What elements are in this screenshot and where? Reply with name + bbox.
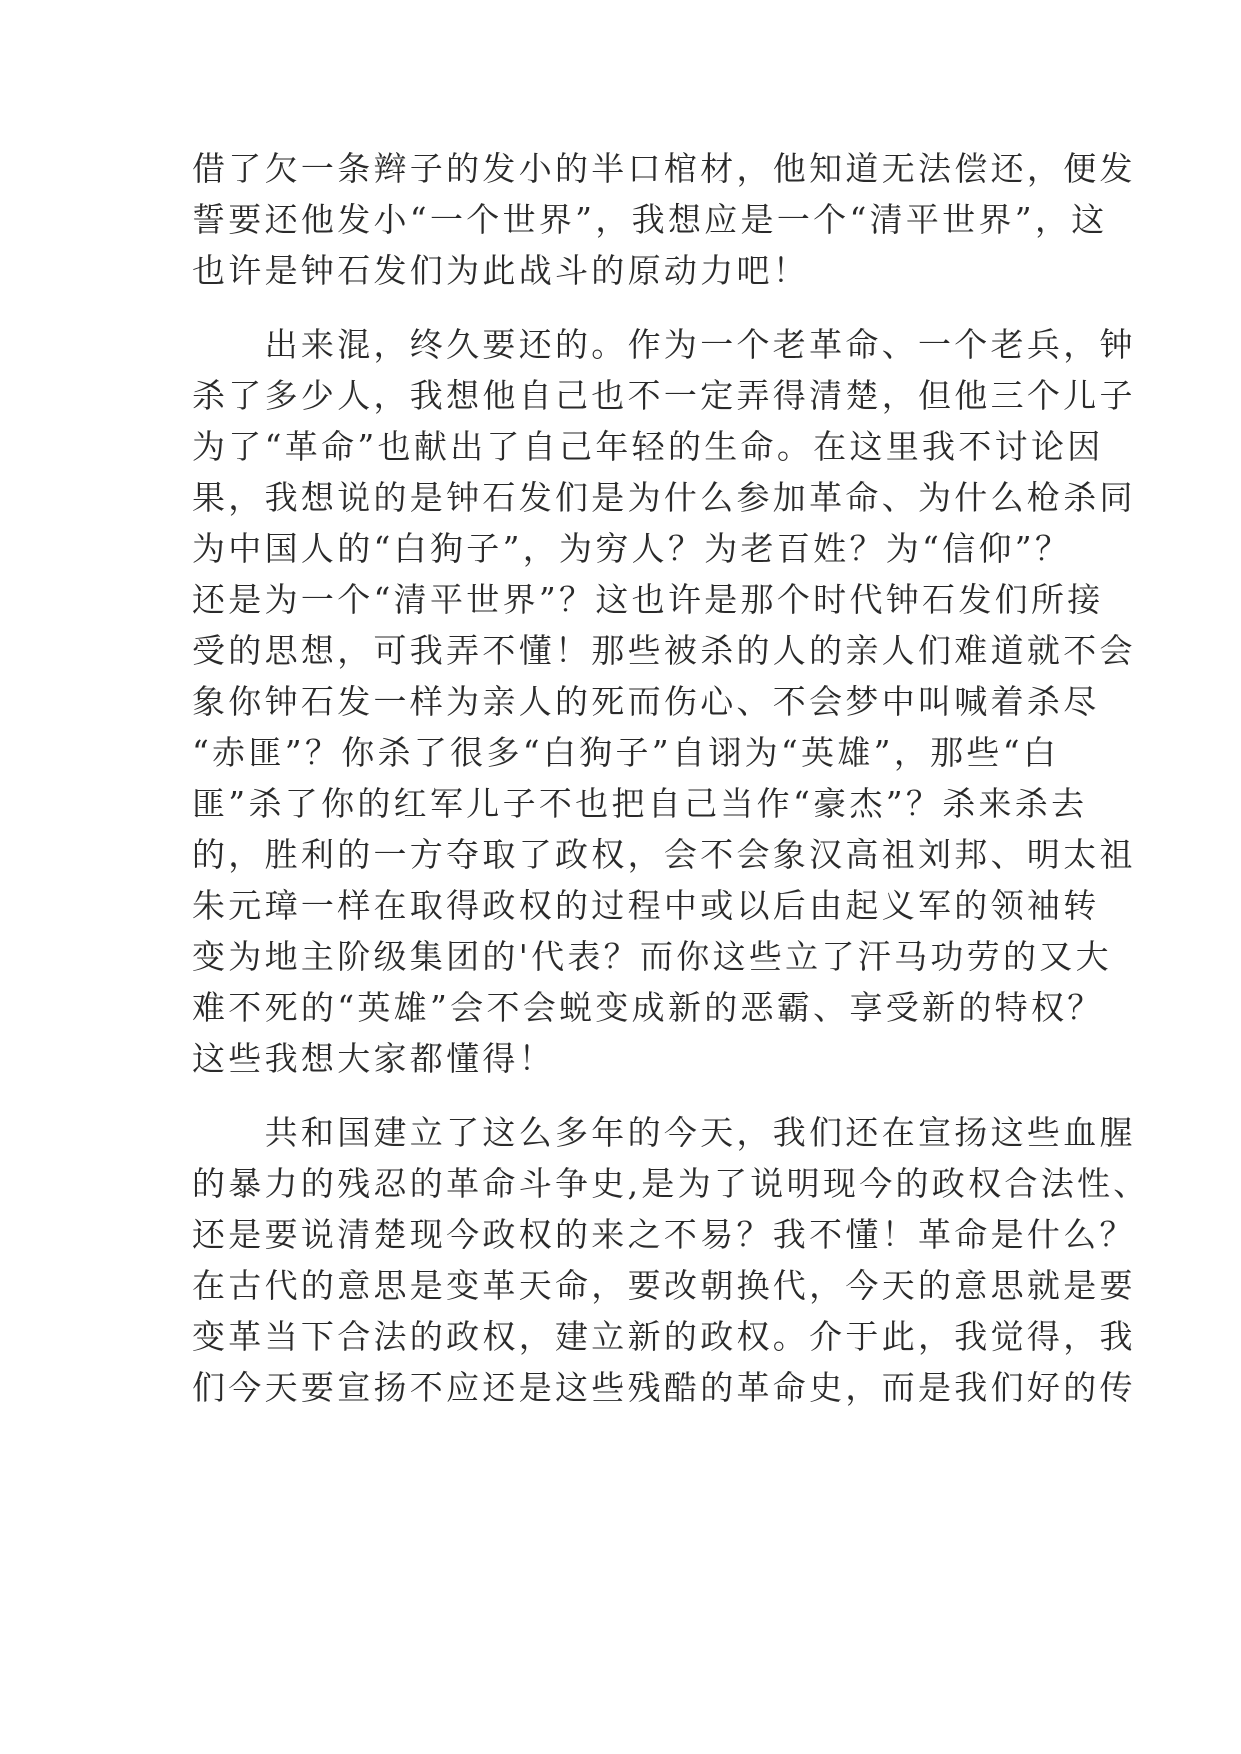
text-line: 匪”杀了你的红军儿子不也把自己当作“豪杰”？杀来杀去 [192, 784, 1088, 823]
text-line: 象你钟石发一样为亲人的死而伤心、不会梦中叫喊着杀尽 [192, 682, 1100, 721]
text-line: 杀了多少人，我想他自己也不一定弄得清楚，但他三个儿子 [192, 376, 1136, 415]
text-line: 为了“革命”也献出了自己年轻的生命。在这里我不讨论因 [192, 427, 1104, 466]
text-line: 也许是钟石发们为此战斗的原动力吧！ [192, 251, 810, 290]
text-line: 朱元璋一样在取得政权的过程中或以后由起义军的领袖转 [192, 886, 1100, 925]
text-line: 誓要还他发小“一个世界”，我想应是一个“清平世界”，这 [192, 200, 1108, 239]
text-line: 受的思想，可我弄不懂！那些被杀的人的亲人们难道就不会 [192, 631, 1136, 670]
text-line: 还是为一个“清平世界”？这也许是那个时代钟石发们所接 [192, 580, 1104, 619]
text-line: 共和国建立了这么多年的今天，我们还在宣扬这些血腥 [192, 1113, 1136, 1152]
text-line: 这些我想大家都懂得！ [192, 1039, 555, 1078]
text-line: 难不死的“英雄”会不会蜕变成新的恶霸、享受新的特权？ [192, 988, 1104, 1027]
text-line: 们今天要宣扬不应还是这些残酷的革命史，而是我们好的传 [192, 1368, 1136, 1407]
text-line: 的暴力的残忍的革命斗争史,是为了说明现今的政权合法性、 [192, 1164, 1150, 1203]
text-line: 出来混，终久要还的。作为一个老革命、一个老兵，钟 [192, 325, 1136, 364]
text-line: 借了欠一条辫子的发小的半口棺材，他知道无法偿还，便发 [192, 149, 1136, 188]
text-line: 的，胜利的一方夺取了政权，会不会象汉高祖刘邦、明太祖 [192, 835, 1136, 874]
text-line: 在古代的意思是变革天命，要改朝换代，今天的意思就是要 [192, 1266, 1136, 1305]
text-line: 还是要说清楚现今政权的来之不易？我不懂！革命是什么？ [192, 1215, 1136, 1254]
text-line: 为中国人的“白狗子”，为穷人？为老百姓？为“信仰”？ [192, 529, 1072, 568]
text-line: “赤匪”？你杀了很多“白狗子”自诩为“英雄”，那些“白 [192, 733, 1060, 772]
text-line: 变革当下合法的政权，建立新的政权。介于此，我觉得，我 [192, 1317, 1136, 1356]
text-line: 果，我想说的是钟石发们是为什么参加革命、为什么枪杀同 [192, 478, 1136, 517]
text-line: 变为地主阶级集团的'代表？而你这些立了汗马功劳的又大 [192, 937, 1112, 976]
